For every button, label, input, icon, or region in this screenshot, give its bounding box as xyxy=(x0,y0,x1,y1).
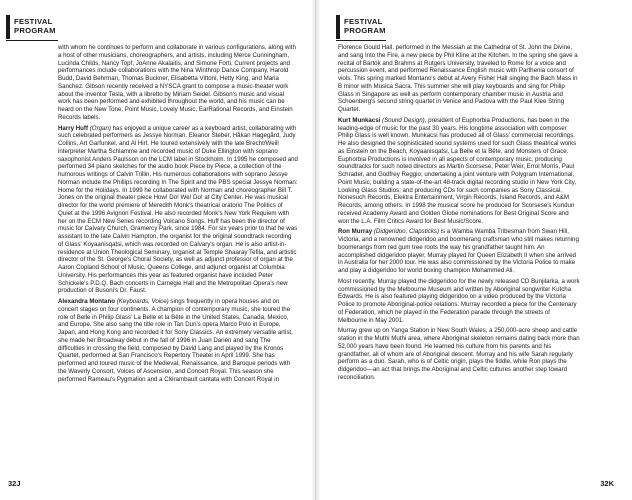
bio-paragraph-ron-murray xyxy=(338,228,580,275)
festival-program-header xyxy=(336,14,386,40)
bio-paragraph-kurt-munkacsi xyxy=(338,117,580,226)
bio-text: is a Wamba Wamba Tribesman from Swan Hill, Victoria, and a renowned didgeridoo and boomerang craftsman who still makes returning boomerangs from red gum tree roots the way his grandfather taught him. An accomplished didgeridoo player, Murray played for Queen Elizabeth II when she arrived in Australia for her 2000 tour. He was also commissioned by the Victoria Police to make and play a didgeridoo for world boxing champion Mohammed Ali. xyxy=(338,228,579,274)
performer-name: Alexandra Montano xyxy=(58,298,115,305)
bio-paragraph xyxy=(58,44,298,122)
bio-text: Florence Gould Hall, performed in the Messiah at the Cathedral of St. John the Divine, and sang Into the Fire, a new piece by Phil Kline at the Kitchen. In the spring she gave a recital of Bartók and Brahms at Rutgers University, traveled to Rome for a voice and percussion event, and performed Renaissance English music with Parthenia consort of viols. This spring marked Montano's debut at Avery Fisher Hall singing the Bach Mass in B minor with Musica Sacra. This summer she will play keyboards and sing for Philip Glass in Singapore as well as perform contemporary chamber music in Austria and Schoenberg's second string quartet in Venice and Padova with the Paul Klee String Quartet. xyxy=(338,44,578,113)
header-line-festival: FESTIVAL xyxy=(344,17,383,27)
bio-text: , president of Euphorbia Productions, has been in the leading-edge of music for the past 30 years. His longtime association with composer Philip Glass is well known. Munkacsi has produced all of Glass' commercial recordings. He also designed the sophisticated sound systems used for such Glass theatrical works as Einstein on the Beach, Koyaanisqatsi, La Belle et la Bête, and Monsters of Grace. Euphorbia Productions is involved in all aspects of contemporary music, producing soundtracks for such noted directors as Martin Scorsese, Peter Weir, Errol Morris, Paul Schrader, and Godfrey Reggio; undertaking a joint venture with Polygram International, Point Music; building a state-of-the-art 48-track digital recording studio in New York City, Looking Glass Studios; and producing CDs for such companies as Sony Classical, Nonesuch Records, Elektra Entertainment, Virgin Records, Island Records, and A&M Records, among others. In 1998 the musical score he produced for Scorsese's Kundun received Academy Award and Golden Globe nominations for Best Original Score and won the L.A. Film Critics Award for Best Music/Score. xyxy=(338,116,577,225)
header-line-festival: FESTIVAL xyxy=(14,17,53,27)
header-text xyxy=(14,18,56,35)
performer-name: Kurt Munkacsi xyxy=(338,116,381,124)
header-rule xyxy=(6,40,58,41)
bio-text: with whom he continues to perform and collaborate in various configurations, along with a host of other musicians, choreographers, and artists, including Merce Cunningham, Lucinda Childs, Nancy Topf, JoAnne Akalaitis, and Simone Forti. Current projects and performances include collaborations with the Nina Winthrop Dance Company, Harold Budd, David Behrman, Thomas Buckner, Elisabetta Vittoni, Hetty King, and Maria Sanchez. Gibson recently received a NYSCA grant to compose a music-theater work about the inventor Tesla, with a libretto by Miriam Seidel. Gibson's music and visual work has been performed and exhibited throughout the world, and his music can be heard on the New Tone, Point Music, Lovely Music, EarRational Records, and Einstein Records labels. xyxy=(58,44,296,121)
header-text xyxy=(344,18,386,35)
festival-program-header xyxy=(6,14,56,40)
page-number: 32J xyxy=(8,479,21,488)
page-number: 32K xyxy=(600,479,614,488)
left-text-column xyxy=(58,44,298,386)
performer-role: (Keyboards, Voice) xyxy=(116,298,169,305)
performer-role: (Sound Design) xyxy=(382,116,425,124)
performer-role: (Organ) xyxy=(89,124,111,132)
bio-text: has enjoyed a unique career as a keyboard artist, collaborating with such celebrated performers as Jessye Norman, Eleanor Steber, Håkan Hagegård, Judy Collins, Art Garfunkel, and Al Hirt. He toured extensively with the late Brecht/Weill interpreter Martha Schlamme and recorded music of Duke Ellington with soprano saxophonist Anders Paulsson on the LCM label in Stockholm. In 1995 he composed and performed 34 piano sketches for the audio book Piece by Piece, a collection of the humorous writings of Calvin Trillin. His numerous collaborations with soprano Jessye Norman include the Phillips recording In The Spirit and the PBS special Jessye Norman: Home for the Holidays. In 1999 he collaborated with Norman and choreographer Bill T. Jones on the original theater piece How! Do! We! Do! at City Center. He was musical director for the world premiere of Meredith Monk's theatrical oratorio The Politics of Quiet at the 1996 Avignon Festival. He also recorded Monk's New York Requiem with her on the ECM New Series recording Volcano Songs. Huff has been the director of music for Calvary Church, Gramercy Park, since 1984. For six years prior to that he was assistant to the late Calvin Hampton, the organist for the original soundtrack recording of Glass' Koyaanisqatsi, which was recorded on Calvary's organ. He is also artist-in-residence at Union Theological Seminary, organist at Temple Shaaray Tefila, and artistic director of the St. George's Choral Society, as well as adjunct professor of organ at the Aaron Copland School of Music, Queens College, and adjunct organist at Columbia University. His performances this year as featured organist have included Peter Schickele's P.D.Q. Bach concerts in Carnegie Hall and the Metropolitan Opera's new production of Busoni's Dr. Faust. xyxy=(58,124,298,295)
header-bar-mark xyxy=(336,15,340,39)
bio-paragraph xyxy=(338,278,580,325)
performer-name: Ron Murray xyxy=(338,228,373,236)
bio-paragraph xyxy=(338,327,580,381)
bio-paragraph-harry-huff xyxy=(58,125,298,296)
right-text-column xyxy=(338,44,580,385)
header-line-program: PROGRAM xyxy=(14,26,56,35)
header-rule xyxy=(336,40,386,41)
header-bar-mark xyxy=(6,15,10,39)
bio-text: Murray grew up on Yanga Station in New South Wales, a 250,000-acre sheep and cattle station in the Muthi Muthi area, where Aboriginal skeleton remains dating back more than 52,000 years have been found. He learned his culture from his parents and his grandfather, all of whom are of Aboriginal descent. Murray and his wife Sarah regularly perform as a duo. Sarah, who is of Celtic origin, plays the fiddle, while Ron plays the didgeridoo—an act that brings the Aboriginal and Celtic cultures another step toward reconciliation. xyxy=(338,327,580,381)
bio-text: sings frequently in opera houses and on concert stages on four continents. A champion of contemporary music, she toured the role of Belle in Philip Glass' La Belle et la Bête in the United States, Canada, Mexico, and Europe. She also sang the title role in Tan Dun's opera Marco Polo in Europe, Japan, and Hong Kong and recorded it for Sony Classics. An extremely versatile artist, she made her Broadway debut in the fall of 1996 in Juan Darién and sang The difficulties in crossing the field, composed by David Lang and played by the Kronos Quartet, performed at San Francisco's Repertory Theater in April 1999. She has performed and toured music of the Medieval, Renaissance, and Baroque periods with the Waverly Consort, Voices of Ascension, and Concert Royal. This season she performed Rameau's Pygmalion and a Clérambault cantata with Concert Royal in xyxy=(58,298,293,383)
bio-paragraph-alexandra-montano xyxy=(58,298,298,383)
performer-role: (Didgeridoo, Clapsticks) xyxy=(373,228,440,236)
bio-text: Most recently, Murray played the didgeridoo for the newly released CD Bunjilarka, a work commissioned by the Melbourne Museum and written by Aboriginal songwriter Kutcha Edwards. He is also featured playing didgeridoo on a video produced by the Victoria Police to promote Aboriginal-police relations. Murray recorded a piece for the Centenary of Federation, which he played in the Federation parade through the streets of Melbourne in May 2001. xyxy=(338,277,580,324)
performer-name: Harry Huff xyxy=(58,124,89,132)
bio-paragraph xyxy=(338,44,580,114)
header-line-program: PROGRAM xyxy=(344,26,386,35)
right-page xyxy=(316,0,632,500)
